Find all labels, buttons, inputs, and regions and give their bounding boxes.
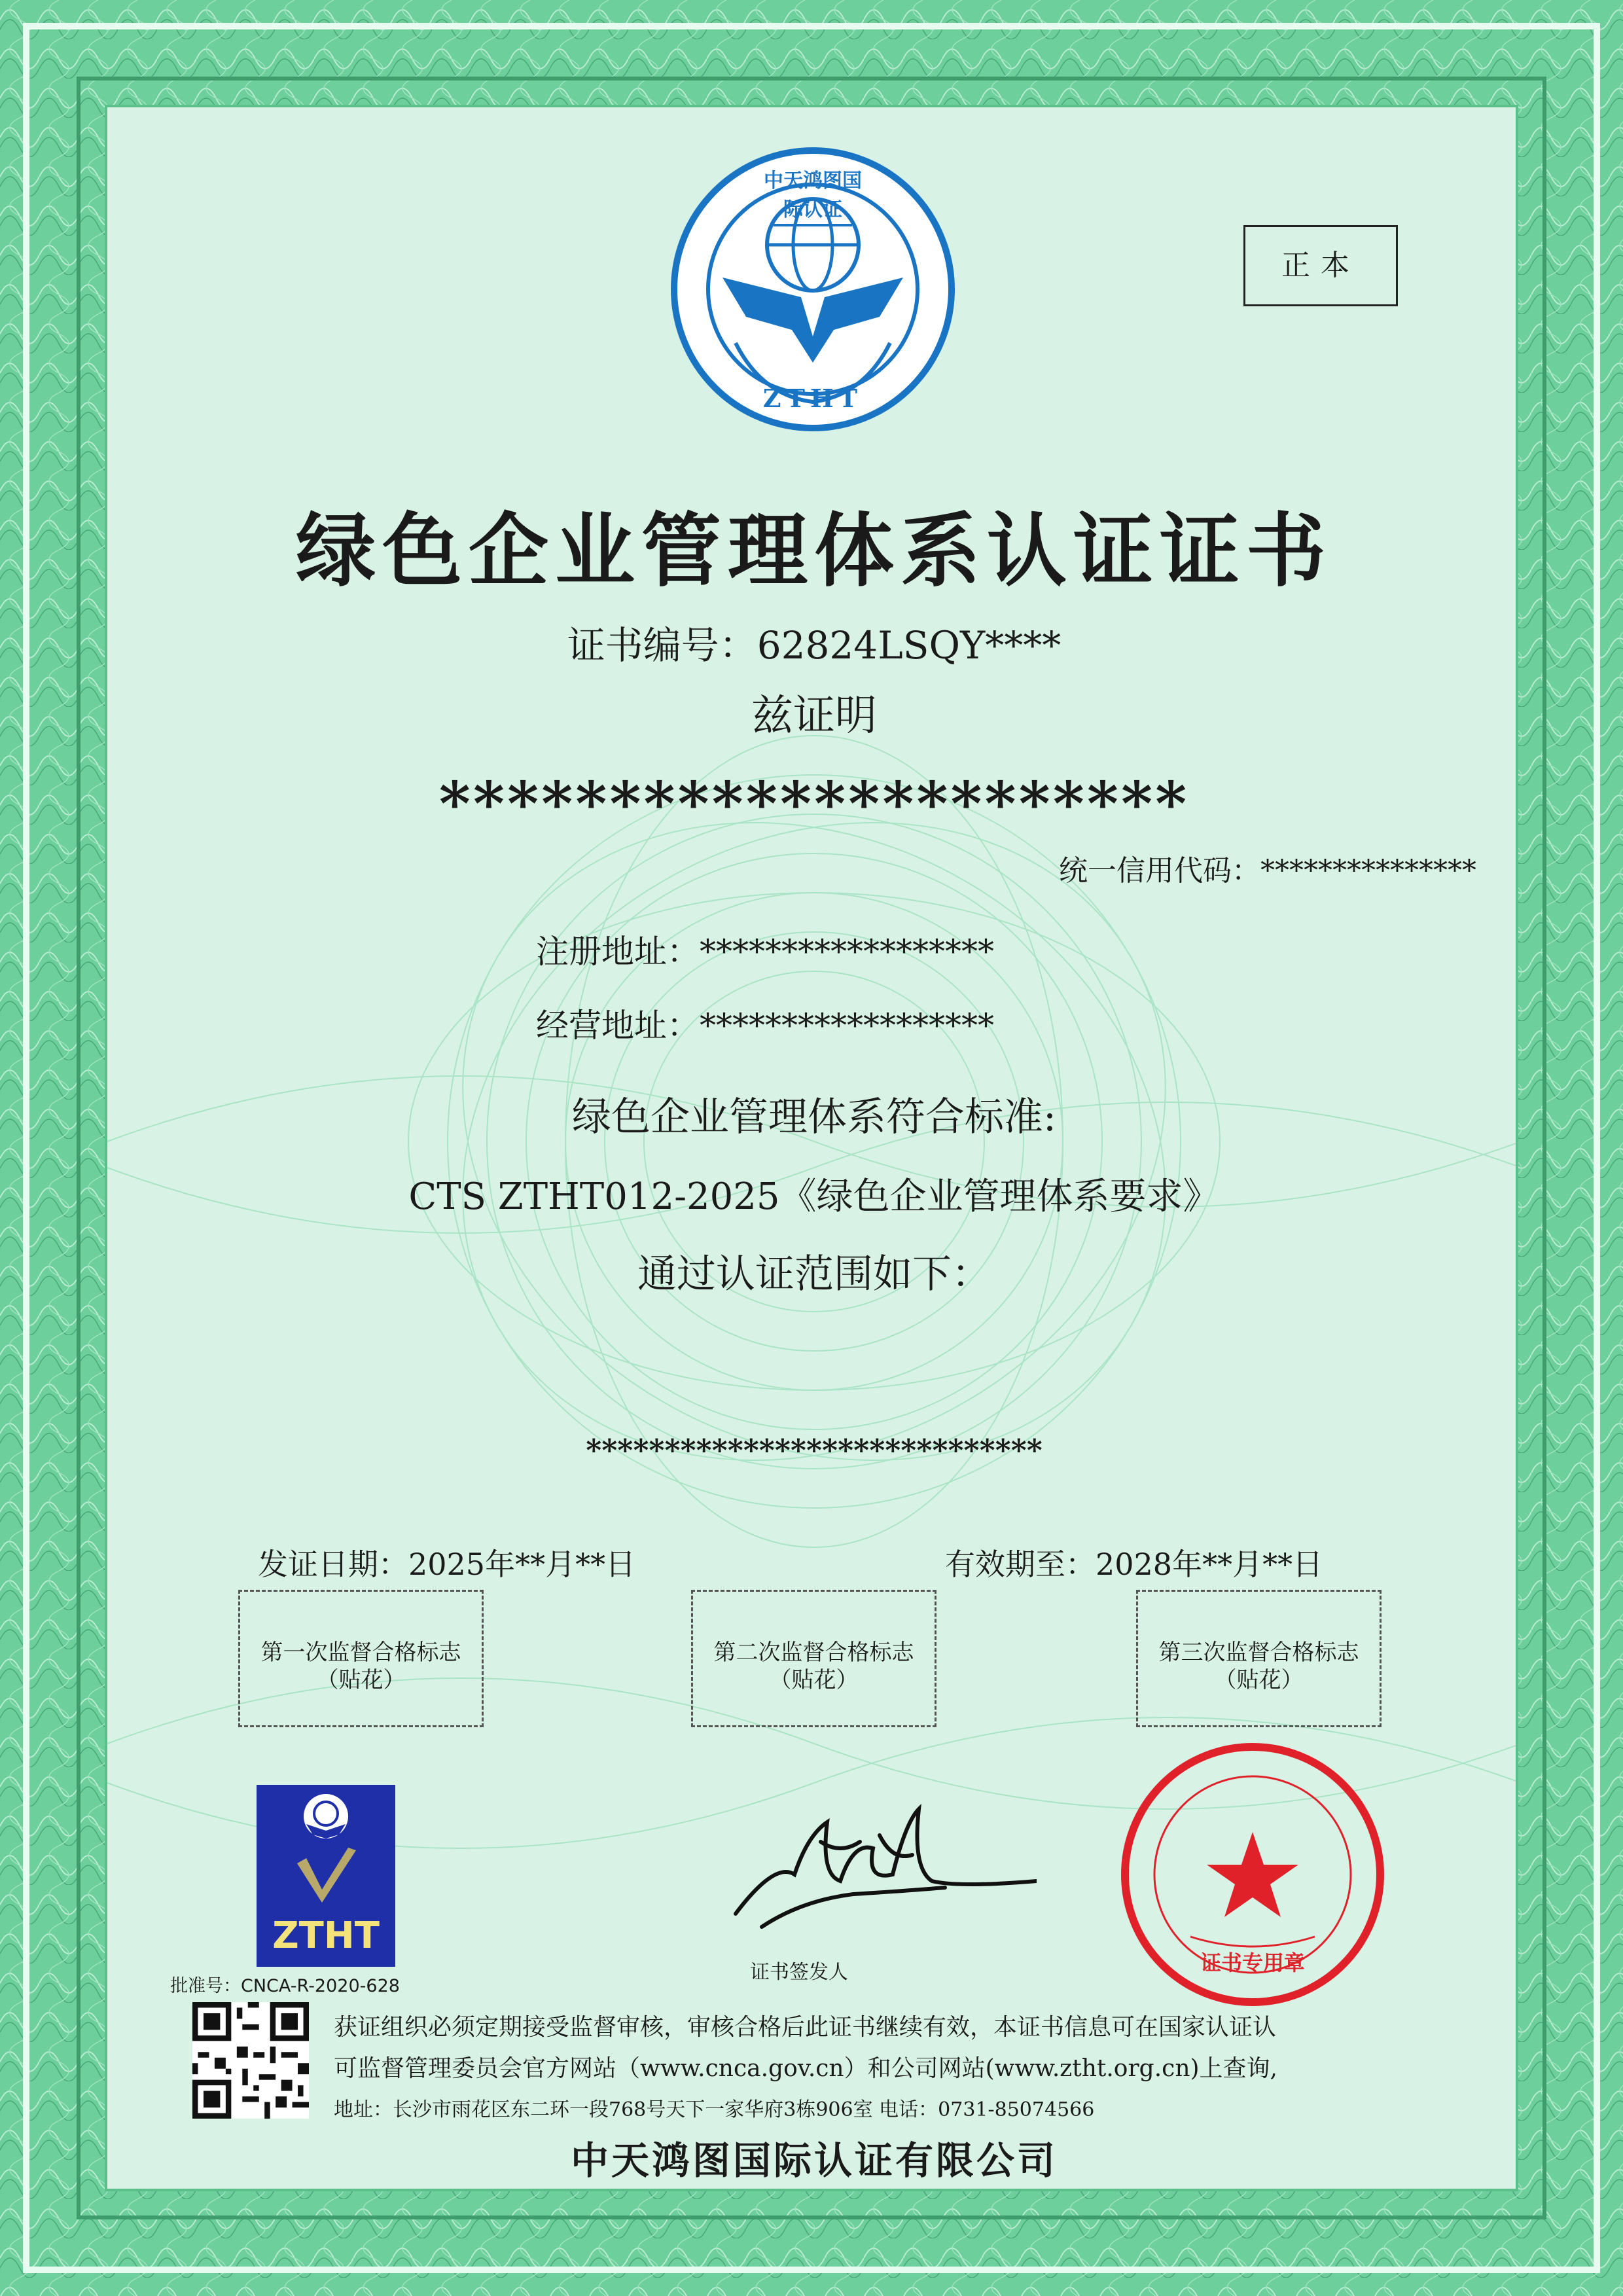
notice-line-3: 地址：长沙市雨花区东二环一段768号天下一家华府3栋906室 电话：0731-85074566 bbox=[334, 2098, 1095, 2121]
issuer-label: 证书签发人 bbox=[750, 1961, 848, 1984]
company-name: ********************** bbox=[438, 768, 1190, 839]
supervision-note: （贴花） bbox=[769, 1667, 859, 1693]
supervision-note: （贴花） bbox=[316, 1667, 406, 1693]
supervision-label: 第三次监督合格标志 bbox=[1158, 1640, 1359, 1666]
valid-until: 有效期至：2028年**月**日 bbox=[945, 1547, 1323, 1582]
scope-intro: 通过认证范围如下： bbox=[637, 1251, 991, 1297]
notice-line-1: 获证组织必须定期接受监督审核，审核合格后此证书继续有效，本证书信息可在国家认证认 bbox=[334, 2014, 1277, 2041]
supervision-box-3 bbox=[1136, 1590, 1382, 1727]
certificate-number: 证书编号：62824LSQY**** bbox=[567, 623, 1061, 668]
badge-text: ZTHT bbox=[272, 1914, 380, 1957]
supervision-label: 第一次监督合格标志 bbox=[260, 1640, 461, 1666]
standard-name: CTS ZTHT012-2025《绿色企业管理体系要求》 bbox=[408, 1175, 1220, 1218]
notice-line-2: 可监督管理委员会官方网站（www.cnca.gov.cn）和公司网站(www.ztht.org.cn)上查询, bbox=[334, 2055, 1278, 2082]
signature-icon bbox=[696, 1783, 1037, 1946]
credit-code: 统一信用代码：*************** bbox=[1059, 854, 1476, 888]
seal-label: 证书专用章 bbox=[1200, 1950, 1305, 1975]
supervision-box-1 bbox=[238, 1590, 484, 1727]
standard-intro: 绿色企业管理体系符合标准: bbox=[571, 1094, 1057, 1140]
ztht-badge bbox=[257, 1785, 395, 1967]
attest-label: 兹证明 bbox=[751, 692, 877, 740]
qr-code-icon bbox=[192, 2002, 309, 2119]
supervision-label: 第二次监督合格标志 bbox=[713, 1640, 914, 1666]
supervision-note: （贴花） bbox=[1214, 1667, 1304, 1693]
original-copy-marker: 正本 bbox=[1243, 225, 1398, 306]
certificate-body bbox=[105, 105, 1518, 2191]
business-address: 经营地址：****************** bbox=[536, 1007, 994, 1045]
scope-value: ***************************** bbox=[586, 1433, 1043, 1468]
logo-ring-text: 中天鸿图国际认证 bbox=[764, 170, 862, 221]
logo-acronym: ZTHT bbox=[762, 384, 863, 413]
footer-company: 中天鸿图国际认证有限公司 bbox=[570, 2138, 1058, 2183]
certificate-title: 绿色企业管理体系认证证书 bbox=[296, 505, 1332, 598]
approval-number: 批准号：CNCA-R-2020-628 bbox=[170, 1976, 400, 1996]
issue-date: 发证日期：2025年**月**日 bbox=[258, 1547, 636, 1582]
supervision-box-2 bbox=[691, 1590, 936, 1727]
registered-address: 注册地址：****************** bbox=[536, 933, 994, 971]
